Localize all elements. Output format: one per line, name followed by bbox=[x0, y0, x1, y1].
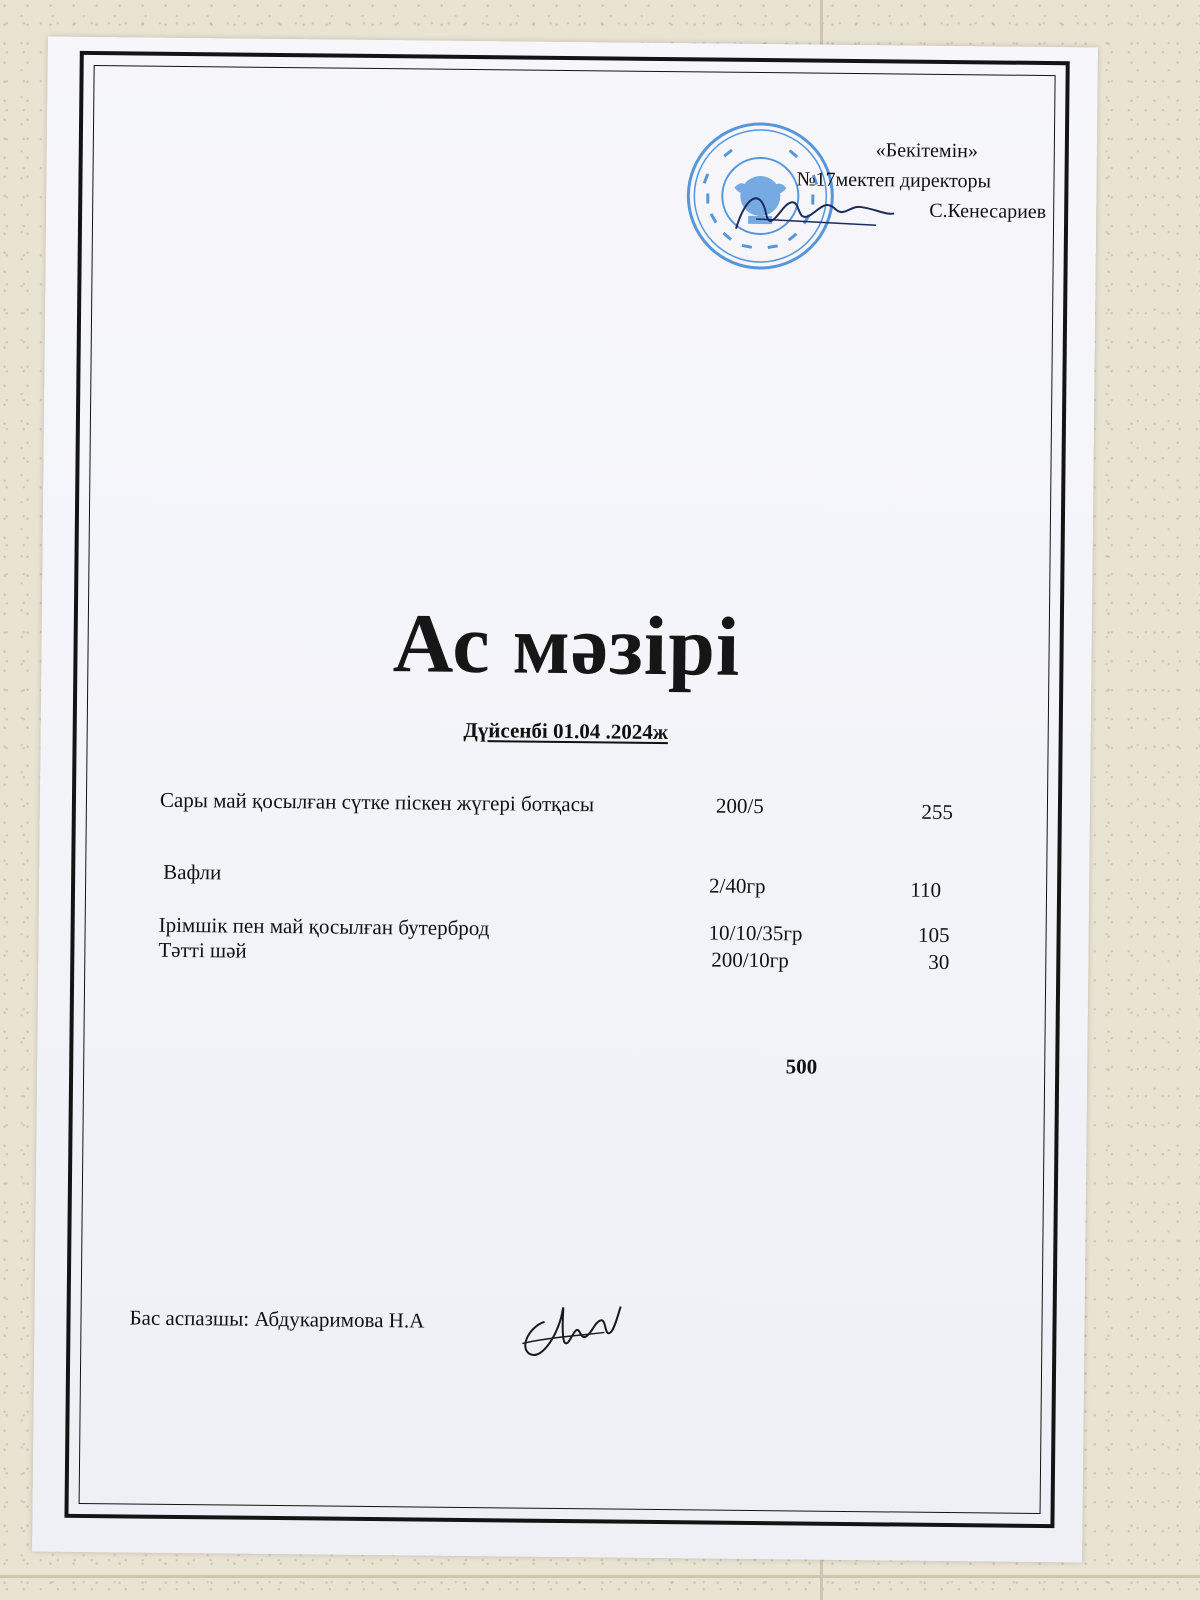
dish-calories: 255 bbox=[921, 799, 954, 825]
floor-tile-seam bbox=[0, 1575, 1200, 1578]
menu-date-text: Дүйсенбі 01.04 .2024ж bbox=[463, 717, 669, 745]
menu-sheet bbox=[32, 37, 1098, 1563]
dish-calories: 30 bbox=[928, 949, 950, 975]
dish-name: Ірімшік пен май қосылған бутерброд bbox=[158, 912, 490, 941]
page-title: Ас мәзірі bbox=[392, 597, 741, 694]
dish-calories: 110 bbox=[910, 877, 942, 902]
director-signature bbox=[726, 174, 897, 246]
dish-portion: 2/40гр bbox=[708, 873, 766, 899]
approval-director-name: С.Кенесариев bbox=[929, 199, 1047, 224]
head-chef-line: Бас аспазшы: Абдукаримова Н.А bbox=[129, 1305, 425, 1333]
approval-position: №17мектеп директоры bbox=[796, 168, 992, 193]
dish-name: Тәтті шәй bbox=[158, 937, 247, 963]
dish-portion: 200/5 bbox=[715, 793, 764, 819]
dish-calories: 105 bbox=[917, 922, 950, 948]
dish-portion: 200/10гр bbox=[711, 947, 789, 973]
dish-name: Вафли bbox=[163, 859, 222, 885]
dish-name: Сары май қосылған сүтке піскен жүгері ботқасы bbox=[159, 787, 595, 817]
approval-heading: «Бекітемін» bbox=[875, 139, 979, 163]
chef-signature bbox=[514, 1292, 625, 1363]
dish-portion: 10/10/35гр bbox=[708, 920, 803, 946]
total-calories: 500 bbox=[785, 1054, 818, 1079]
